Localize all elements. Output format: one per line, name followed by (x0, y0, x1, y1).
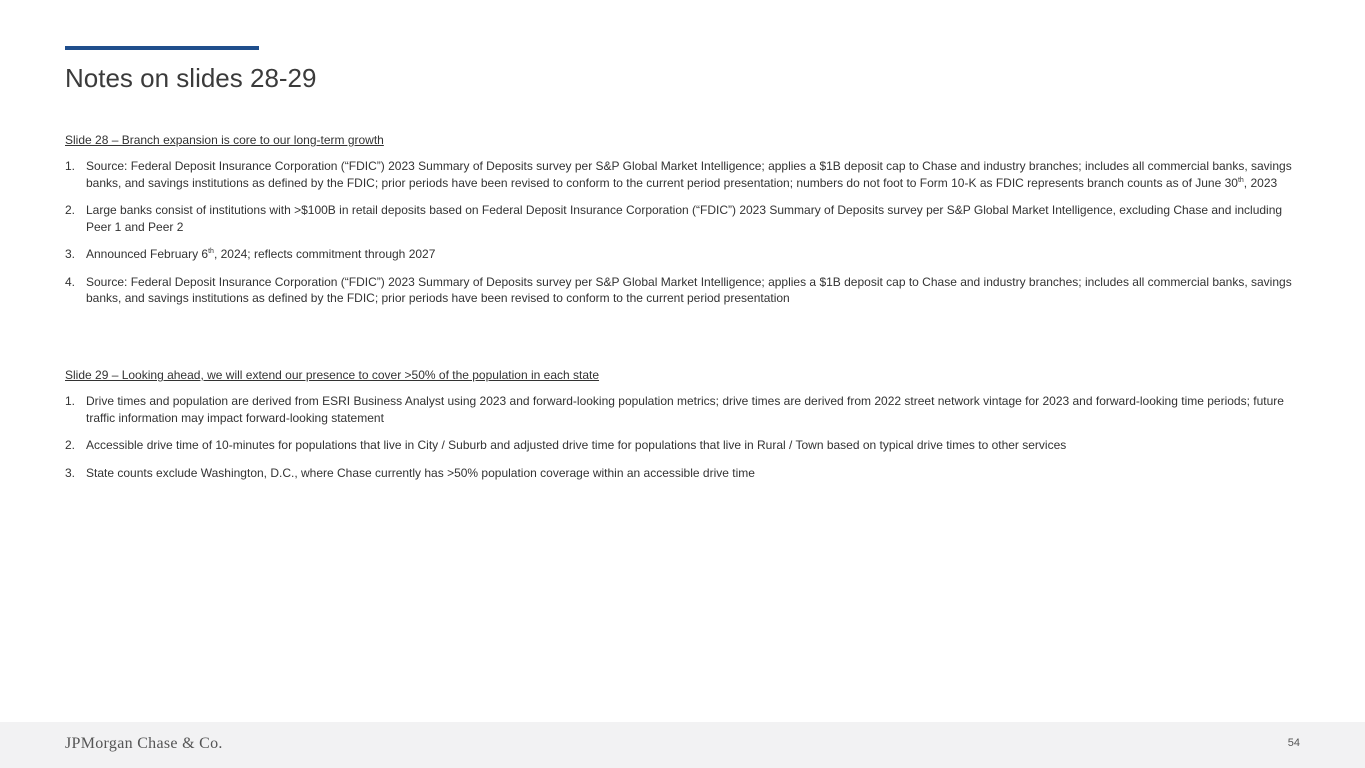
page-number: 54 (1287, 737, 1300, 749)
note-number: 3. (65, 247, 76, 261)
notes-section-slide-29 (65, 367, 1305, 492)
note-item (65, 393, 1305, 426)
note-number: 4. (65, 274, 76, 289)
section-heading: Slide 28 – Branch expansion is core to our long-term growth (65, 133, 384, 147)
note-number: 1. (65, 394, 76, 408)
note-text: Drive times and population are derived from ESRI Business Analyst using 2023 and forward-looking population metrics; drive times are derived from 2022 street network vintage for 2023 and forward-looking time periods; future traffic information may impact forward-looking statement (86, 394, 1284, 425)
note-item (65, 158, 1305, 191)
note-text: Announced February 6 (86, 247, 209, 261)
note-superscript: th (208, 248, 214, 255)
note-number: 3. (65, 465, 76, 480)
note-item (65, 202, 1305, 235)
note-text: Large banks consist of institutions with >$100B in retail deposits based on Federal Deposit Insurance Corporation (“FDIC”) 2023 Summary of Deposits survey per S&P Global Market Intelligence, excluding Chase and including Peer 1 and Peer 2 (86, 203, 1283, 234)
note-text: State counts exclude Washington, D.C., where Chase currently has >50% population coverage within an accessible drive time (86, 465, 755, 480)
note-item (65, 465, 1305, 482)
note-text-tail: , 2024; reflects commitment through 2027 (213, 247, 436, 261)
note-number: 2. (65, 438, 76, 452)
note-number: 1. (65, 159, 76, 173)
title-accent-bar (65, 46, 259, 50)
note-text: Source: Federal Deposit Insurance Corporation (“FDIC”) 2023 Summary of Deposits survey per S&P Global Market Intelligence; applies a $1B deposit cap to Chase and industry branches; includes all commercial banks, savings banks, and savings institutions as defined by the FDIC; prior periods have been revised to conform to the current period presentation; numbers do not foot to Form 10-K as FDIC represents branch counts as of June 30 (86, 159, 1292, 190)
notes-section-slide-28 (65, 132, 1305, 318)
note-item (65, 246, 1305, 263)
footer-bar (0, 722, 1365, 768)
note-item (65, 437, 1305, 454)
section-heading: Slide 29 – Looking ahead, we will extend our presence to cover >50% of the population in each state (65, 368, 600, 382)
note-text-tail: , 2023 (1243, 175, 1278, 190)
note-item (65, 274, 1305, 307)
note-text: Source: Federal Deposit Insurance Corporation (“FDIC”) 2023 Summary of Deposits survey per S&P Global Market Intelligence; applies a $1B deposit cap to Chase and industry branches; includes all commercial banks, savings banks, and savings institutions as defined by the FDIC; prior periods have been revised to conform to the current period presentation (86, 274, 1292, 305)
note-text: Accessible drive time of 10-minutes for populations that live in City / Suburb and adjusted drive time for populations that live in Rural / Town based on typical drive times to other services (86, 438, 1067, 452)
note-superscript: th (1237, 176, 1244, 184)
page-title: Notes on slides 28-29 (65, 63, 317, 93)
note-number: 2. (65, 203, 76, 217)
company-logo: JPMorgan Chase & Co. (65, 735, 223, 752)
